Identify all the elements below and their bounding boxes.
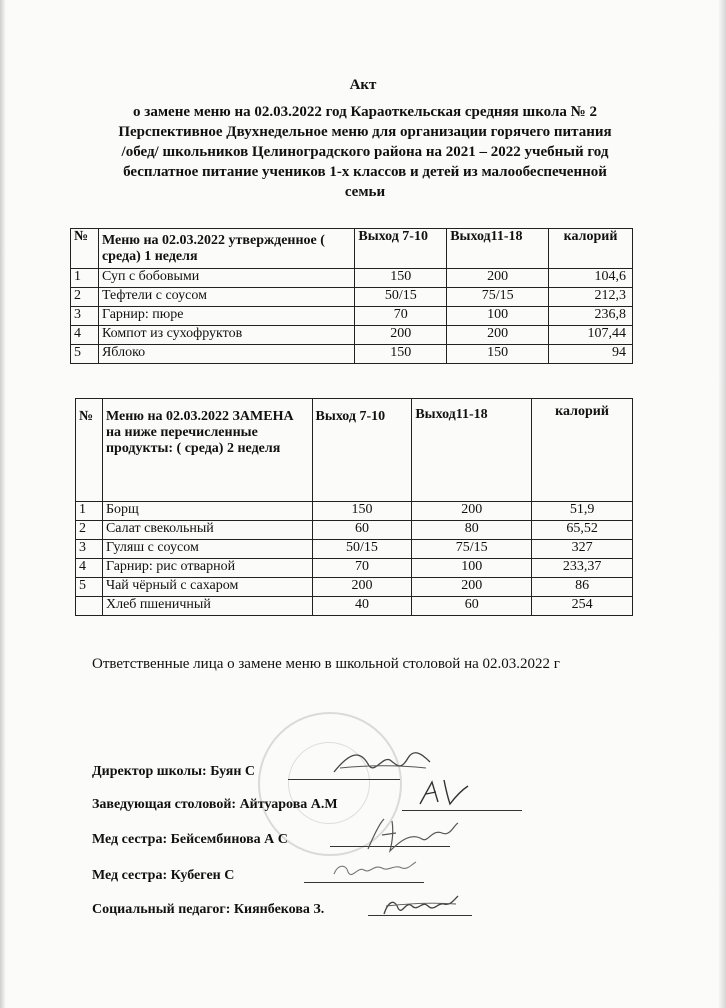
row-number: 3: [76, 540, 103, 559]
dish-name: Гарнир: рис отварной: [102, 559, 312, 578]
table-row: [71, 345, 633, 364]
calories: 254: [532, 597, 633, 616]
document-heading: [70, 102, 660, 202]
dish-name: Тефтели с соусом: [98, 288, 354, 307]
scan-edge-right: [718, 0, 726, 1008]
col-output-7-10-header: Выход 7-10: [355, 229, 447, 269]
output-7-10: 40: [312, 597, 412, 616]
table-row: [76, 559, 633, 578]
output-7-10: 60: [312, 521, 412, 540]
row-number: 4: [76, 559, 103, 578]
signature-line: [402, 810, 522, 811]
heading-line: /обед/ школьников Целиноградского района на 2021 – 2022 учебный год: [121, 144, 609, 160]
row-number: 1: [76, 502, 103, 521]
calories: 107,44: [549, 326, 633, 345]
document-title: Акт: [349, 77, 377, 93]
output-11-18: 80: [412, 521, 532, 540]
dish-name: Компот из сухофруктов: [98, 326, 354, 345]
output-7-10: 50/15: [312, 540, 412, 559]
responsible-persons-line: Ответственные лица о замене меню в школьной столовой на 02.03.2022 г: [92, 656, 560, 672]
row-number: [76, 597, 103, 616]
table-row: [76, 578, 633, 597]
output-11-18: 100: [412, 559, 532, 578]
calories: 236,8: [549, 307, 633, 326]
dish-name: Яблоко: [98, 345, 354, 364]
table-header-row: [71, 229, 633, 269]
output-7-10: 200: [355, 326, 447, 345]
col-menu-header: Меню на 02.03.2022 утвержденное ( среда) 1 неделя: [98, 229, 354, 269]
calories: 51,9: [532, 502, 633, 521]
output-11-18: 200: [447, 326, 549, 345]
table-row: [76, 597, 633, 616]
output-7-10: 150: [355, 269, 447, 288]
nurse-1-signature-image: [362, 815, 462, 855]
output-11-18: 200: [447, 269, 549, 288]
table-row: [71, 288, 633, 307]
row-number: 2: [76, 521, 103, 540]
output-11-18: 150: [447, 345, 549, 364]
heading-line: о замене меню на 02.03.2022 год Караоткельская средняя школа № 2: [133, 104, 597, 120]
dish-name: Гарнир: пюре: [98, 307, 354, 326]
col-number-header: №: [71, 229, 99, 269]
output-7-10: 70: [355, 307, 447, 326]
calories: 94: [549, 345, 633, 364]
col-number-header: №: [76, 399, 103, 502]
col-output-11-18-header: Выход11-18: [412, 399, 532, 502]
signature-social-pedagogue: Социальный педагог: Киянбекова З.: [92, 902, 325, 917]
canteen-head-signature-image: [414, 776, 474, 810]
dish-name: Салат свекольный: [102, 521, 312, 540]
row-number: 2: [71, 288, 99, 307]
output-7-10: 150: [355, 345, 447, 364]
table-row: [76, 540, 633, 559]
dish-name: Борщ: [102, 502, 312, 521]
row-number: 3: [71, 307, 99, 326]
dish-name: Суп с бобовыми: [98, 269, 354, 288]
replacement-menu-table: [75, 398, 633, 616]
signature-canteen-head: Заведующая столовой: Айтуарова А.М: [92, 797, 338, 812]
col-output-7-10-header: Выход 7-10: [312, 399, 412, 502]
calories: 104,6: [549, 269, 633, 288]
calories: 233,37: [532, 559, 633, 578]
output-11-18: 100: [447, 307, 549, 326]
table-row: [71, 326, 633, 345]
output-7-10: 200: [312, 578, 412, 597]
social-pedagogue-signature-image: [380, 890, 460, 920]
col-calories-header: калорий: [549, 229, 633, 269]
output-11-18: 60: [412, 597, 532, 616]
row-number: 5: [71, 345, 99, 364]
calories: 212,3: [549, 288, 633, 307]
col-calories-header: калорий: [532, 399, 633, 502]
output-11-18: 200: [412, 502, 532, 521]
signature-nurse-1: Мед сестра: Бейсембинова А С: [92, 832, 288, 847]
dish-name: Хлеб пшеничный: [102, 597, 312, 616]
calories: 86: [532, 578, 633, 597]
output-7-10: 50/15: [355, 288, 447, 307]
heading-line: бесплатное питание учеников 1-х классов и детей из малообеспеченной: [123, 164, 607, 180]
table-row: [76, 502, 633, 521]
nurse-2-signature-image: [328, 854, 418, 884]
heading-line: Перспективное Двухнедельное меню для организации горячего питания: [118, 124, 612, 140]
table-row: [71, 307, 633, 326]
output-11-18: 75/15: [412, 540, 532, 559]
output-7-10: 150: [312, 502, 412, 521]
table-header-row: [76, 399, 633, 502]
row-number: 1: [71, 269, 99, 288]
table-row: [71, 269, 633, 288]
dish-name: Гуляш с соусом: [102, 540, 312, 559]
signature-nurse-2: Мед сестра: Кубеген С: [92, 868, 235, 883]
col-output-11-18-header: Выход11-18: [447, 229, 549, 269]
calories: 65,52: [532, 521, 633, 540]
table-row: [76, 521, 633, 540]
heading-line: семьи: [344, 184, 386, 200]
dish-name: Чай чёрный с сахаром: [102, 578, 312, 597]
output-7-10: 70: [312, 559, 412, 578]
output-11-18: 75/15: [447, 288, 549, 307]
col-menu-header: Меню на 02.03.2022 ЗАМЕНА на ниже перечисленные продукты: ( среда) 2 неделя: [102, 399, 312, 502]
calories: 327: [532, 540, 633, 559]
scan-edge-left: [0, 0, 6, 1008]
signature-director: Директор школы: Буян С: [92, 764, 256, 779]
row-number: 4: [71, 326, 99, 345]
output-11-18: 200: [412, 578, 532, 597]
row-number: 5: [76, 578, 103, 597]
original-menu-table: [70, 228, 633, 364]
